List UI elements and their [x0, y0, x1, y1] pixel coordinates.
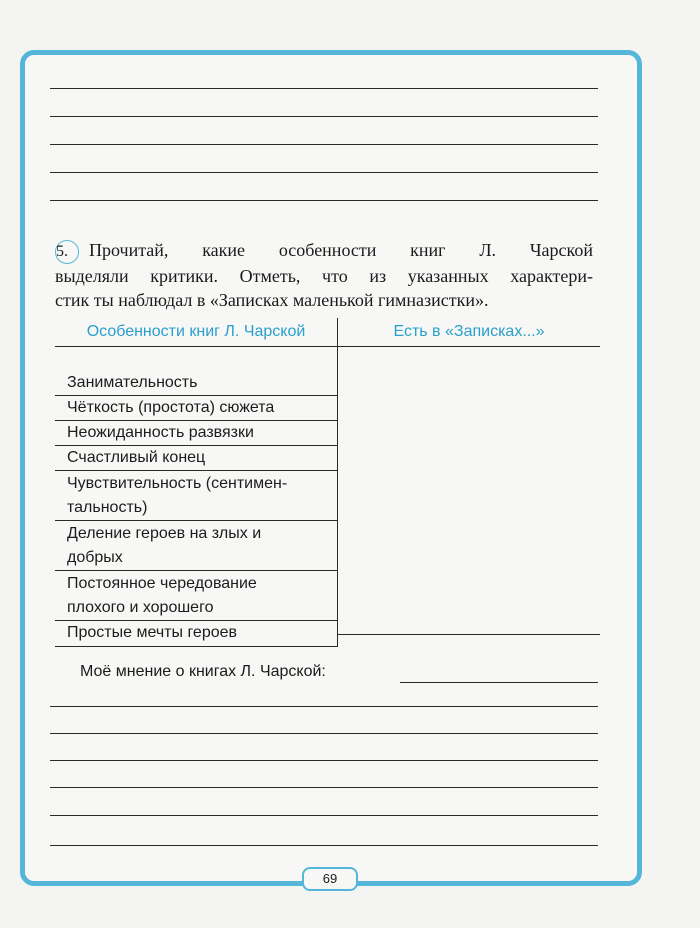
feature-text: Простые мечты героев [67, 624, 238, 641]
feature-cell [55, 446, 338, 471]
task-number-circle: 5. [55, 240, 79, 264]
feature-cell [55, 421, 338, 446]
writing-line[interactable] [50, 88, 598, 89]
opinion-label: Моё мнение о книгах Л. Чарской: [80, 663, 326, 680]
task-5 [55, 238, 593, 312]
writing-line[interactable] [50, 200, 598, 201]
feature-text: Неожиданность развязки [67, 424, 254, 441]
feature-text: Постоянное чередование [67, 575, 257, 592]
feature-text: Чувствительность (сентимен- [67, 475, 288, 492]
task-line-2: выделяли критики. Отметь, что из указанных характери- [55, 266, 593, 286]
header-features: Особенности книг Л. Чарской [55, 318, 338, 347]
writing-line[interactable] [50, 733, 598, 734]
writing-line[interactable] [50, 706, 598, 707]
task-text: Прочитай, какие особенности книг Л. Чарской [89, 240, 593, 260]
header-in-notes: Есть в «Записках...» [338, 318, 601, 347]
writing-line[interactable] [50, 116, 598, 117]
feature-text: Деление героев на злых и [67, 525, 262, 542]
feature-cell [55, 571, 338, 621]
feature-text: Занимательность [67, 374, 198, 391]
answer-cell[interactable] [338, 446, 601, 471]
writing-line[interactable] [400, 682, 598, 683]
feature-cell [55, 396, 338, 421]
feature-cell [55, 347, 338, 396]
writing-line[interactable] [50, 815, 598, 816]
answer-cell[interactable] [338, 396, 601, 421]
writing-line[interactable] [50, 172, 598, 173]
feature-cell [55, 521, 338, 571]
features-table [55, 318, 600, 647]
feature-cell [55, 621, 338, 647]
answer-cell[interactable] [338, 421, 601, 446]
writing-line[interactable] [50, 787, 598, 788]
answer-cell[interactable] [338, 571, 601, 621]
feature-text: Счастливый конец [67, 449, 206, 466]
answer-cell[interactable] [338, 521, 601, 571]
feature-text: добрых [67, 549, 123, 566]
feature-text: Чёткость (простота) сюжета [67, 399, 275, 416]
writing-line[interactable] [50, 144, 598, 145]
feature-cell [55, 471, 338, 521]
feature-text: тальность) [67, 499, 148, 516]
writing-line[interactable] [50, 760, 598, 761]
writing-line[interactable] [50, 845, 598, 846]
answer-cell[interactable] [338, 471, 601, 521]
page-number: 69 [302, 867, 358, 891]
feature-text: плохого и хорошего [67, 599, 214, 616]
answer-cell[interactable] [338, 347, 601, 396]
task-line-1 [55, 238, 593, 264]
table-bottom-line [337, 634, 600, 635]
task-line-3: стик ты наблюдал в «Записках маленькой гимназистки». [55, 290, 489, 310]
